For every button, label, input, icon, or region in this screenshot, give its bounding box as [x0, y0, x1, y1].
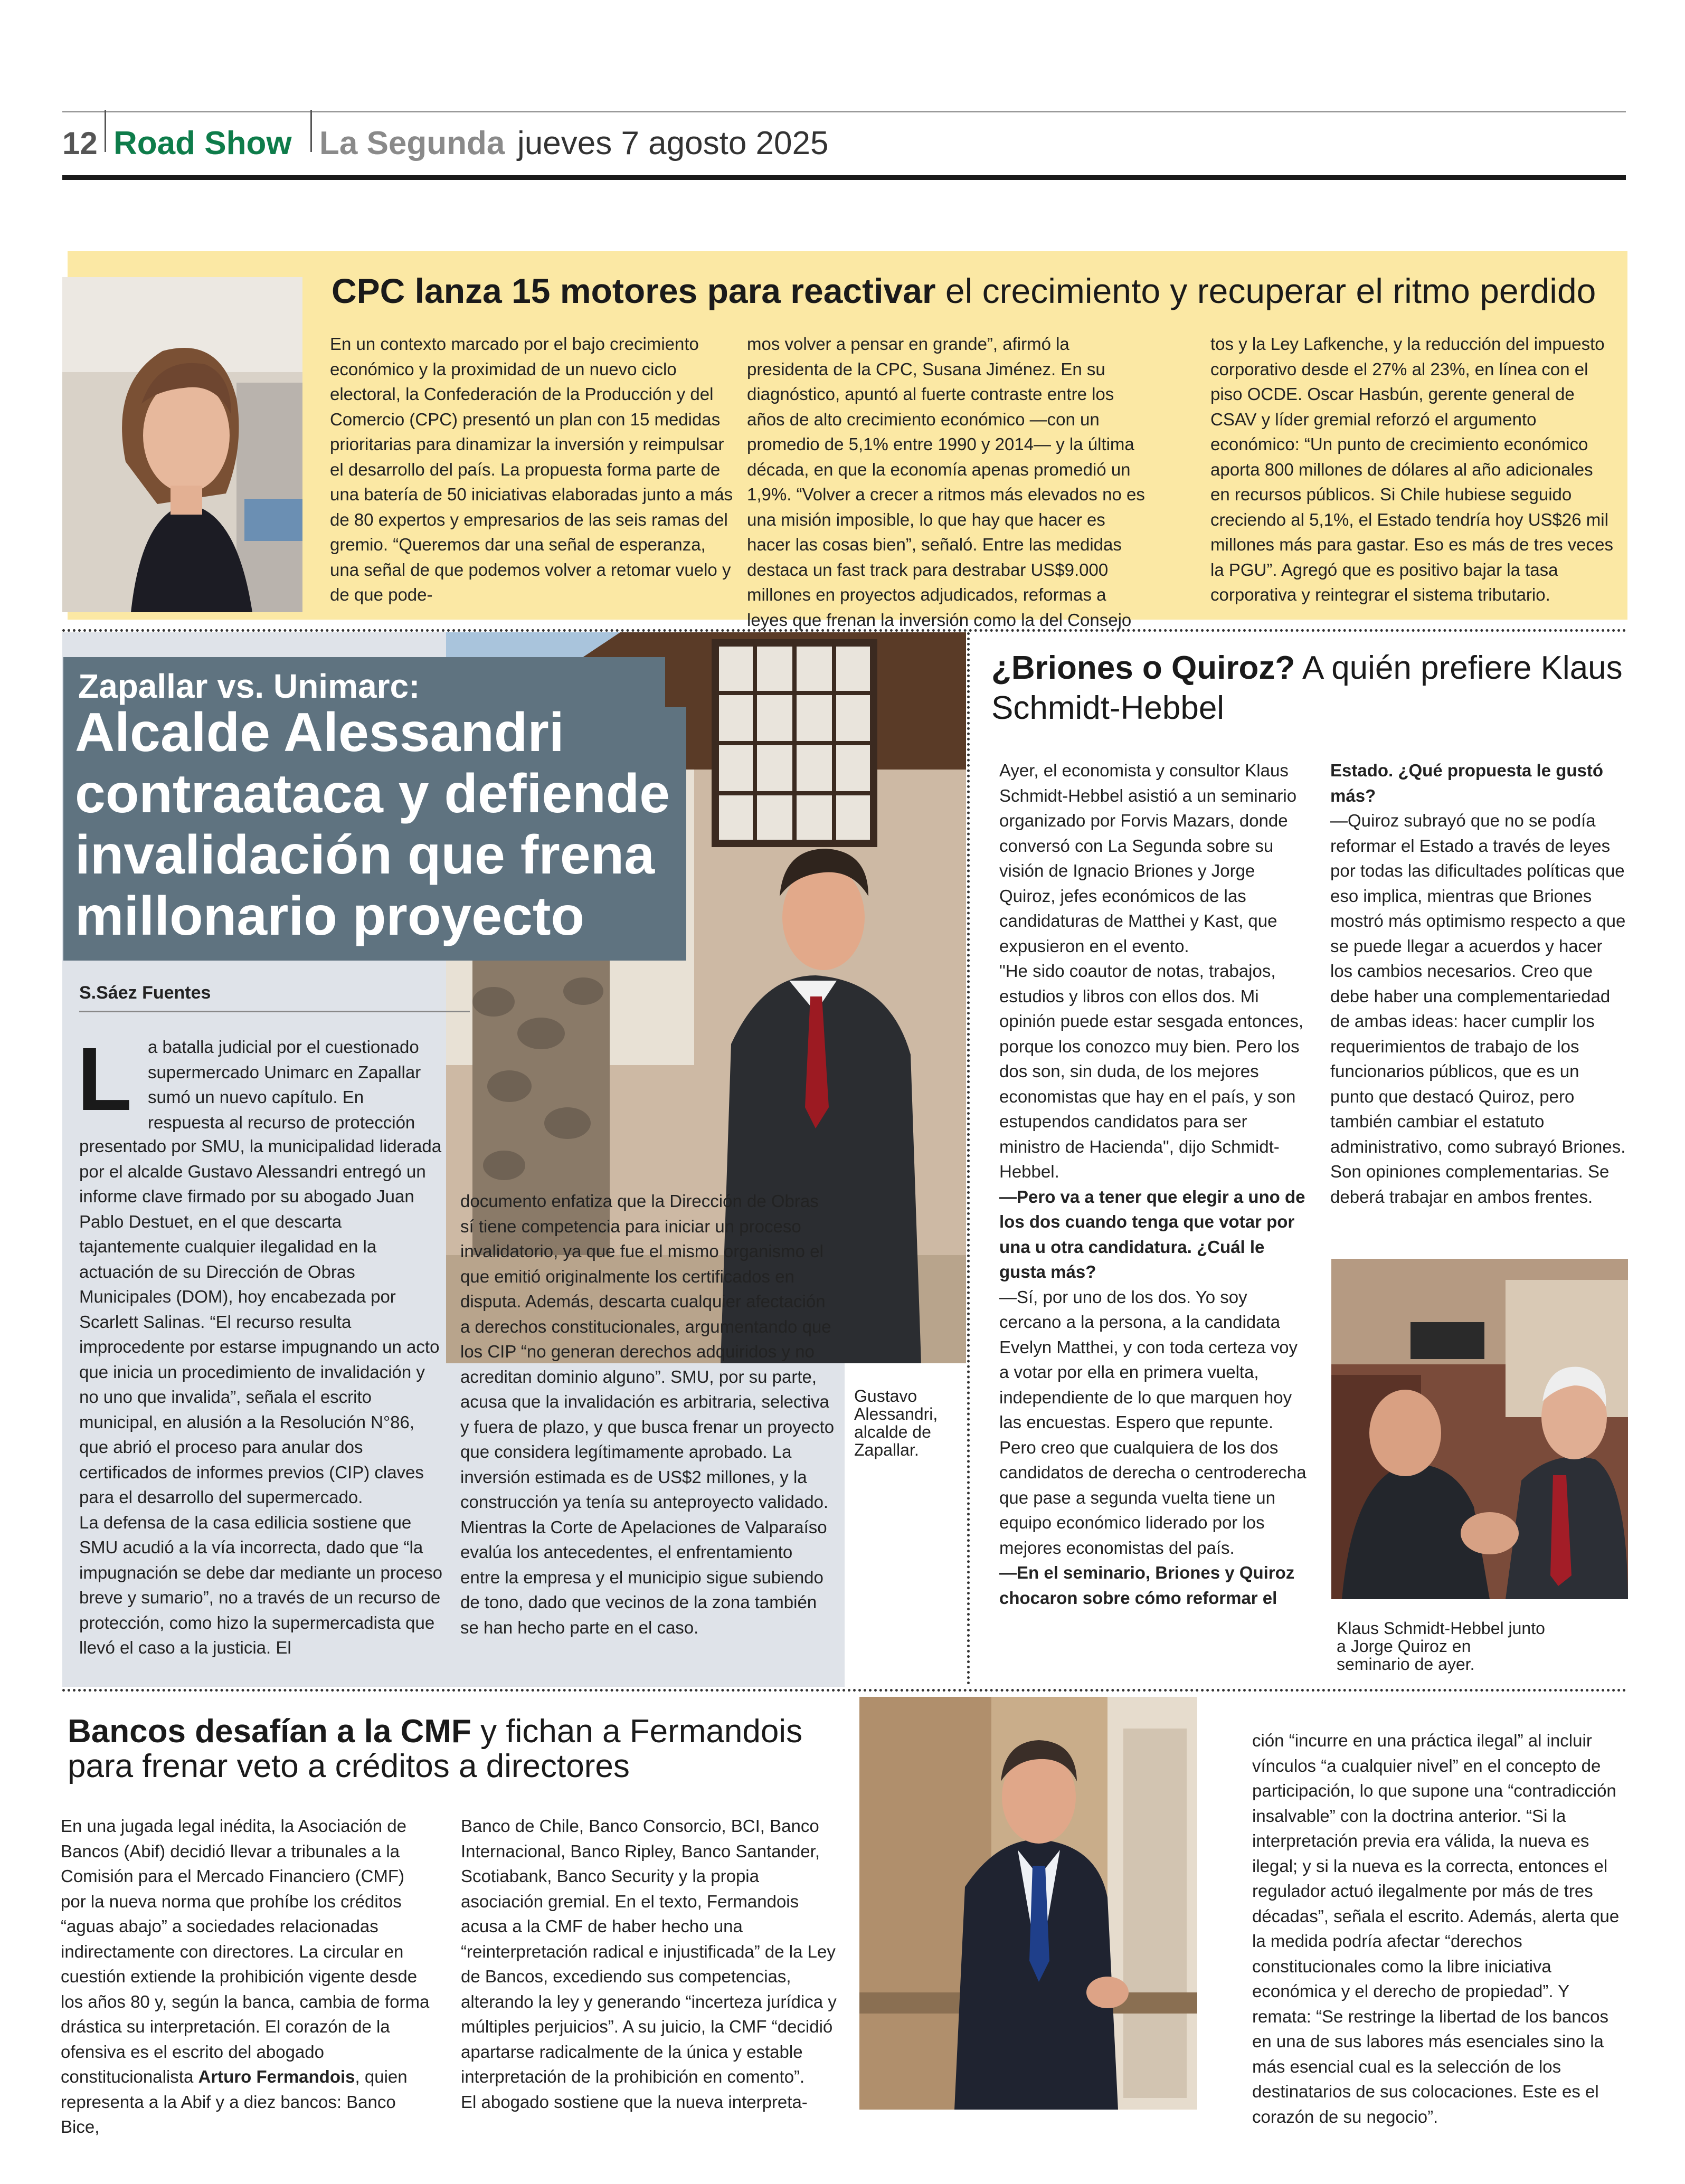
briones-question: —Pero va a tener que elegir a uno de los dos cuando tenga que votar por una u otra candidatura. ¿Cuál le gusta más?	[999, 1186, 1305, 1281]
photo-susana-jimenez	[62, 277, 302, 612]
bancos-headline-bold: Bancos desafían a la CMF	[68, 1713, 471, 1750]
bancos-text: , quien representa a la Abif y a diez bancos: Banco Bice,	[61, 2067, 408, 2136]
briones-column-2	[1330, 758, 1626, 1209]
byline-rule	[79, 1011, 470, 1012]
briones-paragraph: Ayer, el economista y consultor Klaus Schmidt-Hebbel asistió a un seminario organizado por Forvis Mazars, donde conversó con La Segunda sobre su visión de Ignacio Briones y Jorge Quiroz, jefes económicos de las candidaturas de Matthei y Kast, que expusieron en el evento.	[999, 761, 1297, 956]
section-name: Road Show	[113, 125, 292, 162]
zapallar-paragraph: presentado por SMU, la municipalidad liderada por el alcalde Gustavo Alessandri entregó un informe clave firmado por su abogado Juan Pablo Destuet, en el que descarta tajantemente cualquier ilegalidad en la actuación de su Dirección de Obras Municipales (DOM), hoy encabezada por Scarlett Salinas. “El recurso resulta improcedente por estarse impugnando un acto que inicia un procedimiento de invalidación y no uno que invalida”, señala el escrito municipal, en alusión a la Resolución N°86, que abrió el proceso para anular dos certificados de informes previos (CIP) claves para el desarrollo del supermercado.	[79, 1136, 442, 1507]
briones-headline-bold: ¿Briones o Quiroz?	[991, 650, 1295, 686]
zapallar-byline: S.Sáez Fuentes	[79, 983, 211, 1003]
briones-headline-rest: A quién prefiere Klaus Schmidt-Hebbel	[991, 650, 1623, 726]
masthead-bottom-rule	[62, 175, 1626, 180]
page-number: 12	[62, 126, 98, 161]
briones-answer: —Quiroz subrayó que no se podía reformar el Estado a través de leyes por todas las dificultades políticas que eso implica, mientras que Briones mostró más optimismo respecto a que se puede llegar a acuerdos y hacer los cambios necesarios. Creo que debe haber una complementariedad de ambas ideas: hacer cumplir los requerimientos de trabajo de los funcionarios públicos, que es un punto que destacó Quiroz, pero también cambiar el estatuto administrativo, como subrayó Briones. Son opiniones complementarias. Se deberá trabajar en ambos frentes.	[1330, 811, 1626, 1207]
newspaper-name: La Segunda	[319, 125, 505, 162]
zapallar-headline: Alcalde Alessandri contraataca y defiende invalidación que frena millonario proyecto	[75, 702, 670, 947]
zapallar-lead-text: a batalla judicial por el cuestionado supermercado Unimarc en Zapallar sumó un nuevo capítulo. En respuesta al recurso de protección	[148, 1037, 421, 1132]
briones-answer: —Sí, por uno de los dos. Yo soy cercano a la persona, a la candidata Evelyn Matthei, y con toda certeza voy a votar por ella en primera vuelta, independiente de lo que marquen hoy las encuestas. Espero que repunte. Pero creo que cualquiera de los dos candidatos de derecha o centroderecha que pase a segunda vuelta tiene un equipo económico liderado por los mejores economistas del país.	[999, 1287, 1307, 1558]
schmidt-hebbel-photo-caption: Klaus Schmidt-Hebbel junto a Jorge Quiroz en seminario de ayer.	[1337, 1619, 1545, 1674]
bancos-headline	[68, 1714, 859, 1784]
bancos-column-1	[61, 1813, 430, 2140]
bancos-text: En una jugada legal inédita, la Asociación de Bancos (Abif) decidió llevar a tribunales a la Comisión para el Mercado Financiero (CMF) por la nueva norma que prohíbe los créditos “aguas abajo” a sociedades relacionadas indirectamente con directores. La circular en cuestión extiende la prohibición vigente desde los años 80 y, según la banca, cambia de forma drástica su interpretación. El corazón de la ofensiva es el escrito del abogado constitucionalista	[61, 1816, 430, 2086]
bancos-paragraph: Banco de Chile, Banco Consorcio, BCI, Banco Internacional, Banco Ripley, Banco Santander, Scotiabank, Banco Security y la propia asociación gremial. En el texto, Fermandois acusa a la CMF de haber hecho una “reinterpretación radical e injustificada” de la Ley de Bancos, excediendo sus competencias, alterando la ley y generando “incerteza jurídica y múltiples perjuicios”. A su juicio, la CMF “decidió apartarse radicalmente de la única y estable interpretación de la prohibición en comento”.	[461, 1816, 837, 2086]
bancos-column-2	[461, 1813, 844, 2114]
bancos-paragraph: El abogado sostiene que la nueva interpreta-	[461, 2092, 808, 2112]
dotted-separator-vertical	[967, 632, 970, 1685]
dotted-separator	[62, 1689, 1627, 1692]
briones-headline	[991, 648, 1625, 728]
cpc-headline-rest: el crecimiento y recuperar el ritmo perdido	[945, 271, 1596, 310]
bancos-headline-line2: para frenar veto a créditos a directores	[68, 1748, 630, 1784]
fermandois-name: Arturo Fermandois	[198, 2067, 355, 2086]
cpc-column-3: tos y la Ley Lafkenche, y la reducción del impuesto corporativo desde el 27% al 23%, en línea con el piso OCDE. Oscar Hasbún, gerente general de CSAV y líder gremial reforzó el argumento económico: “Un punto de crecimiento económico aporta 800 millones de dólares al año adicionales en recursos públicos. Si Chile hubiese seguido creciendo al 5,1%, el Estado tendría hoy US$26 mil millones más para gastar. Eso es más de tres veces la PGU”. Agregó que es positivo bajar la tasa corporativa y reintegrar el sistema tributario.	[1210, 334, 1613, 604]
masthead-top-rule	[62, 111, 1626, 112]
briones-question: Estado. ¿Qué propuesta le gustó más?	[1330, 761, 1604, 805]
dotted-separator	[62, 629, 1627, 632]
masthead-divider	[105, 110, 106, 152]
cpc-headline	[332, 268, 1620, 314]
cpc-headline-bold: CPC lanza 15 motores para reactivar	[332, 271, 936, 310]
alessandri-photo-caption: Gustavo Alessandri, alcalde de Zapallar.	[854, 1387, 938, 1459]
briones-column-1	[999, 758, 1308, 1610]
briones-question: —En el seminario, Briones y Quiroz chocaron sobre cómo reformar el	[999, 1563, 1295, 1608]
cpc-column-2: mos volver a pensar en grande”, afirmó la presidenta de la CPC, Susana Jiménez. En su diagnóstico, apuntó al fuerte contraste entre los años de alto crecimiento económico —con un promedio de 5,1% entre 1990 y 2014— y la última década, en que la economía apenas promedió un 1,9%. “Volver a crecer a ritmos más elevados no es una misión imposible, lo que hay que hacer es hacer las cosas bien”, señaló. Entre las medidas destaca un fast track para destrabar US$9.000 millones en proyectos adjudicados, reformas a leyes que frenan la inversión como la del Consejo	[747, 334, 1145, 630]
drop-cap: L	[77, 1029, 132, 1129]
zapallar-column-1	[79, 1134, 443, 1660]
masthead-divider	[310, 110, 312, 152]
issue-date: jueves 7 agosto 2025	[517, 125, 829, 162]
zapallar-paragraph: La defensa de la casa edilicia sostiene que SMU acudió a la vía incorrecta, dado que “la impugnación se debe dar mediante un proceso breve y sumario”, no a través de un recurso de protección, como hizo la supermercadista que llevó el caso a la justicia. El	[79, 1512, 442, 1657]
cpc-column-1: En un contexto marcado por el bajo crecimiento económico y la proximidad de un nuevo ciclo electoral, la Confederación de la Producción y del Comercio (CPC) presentó un plan con 15 medidas prioritarias para dinamizar la inversión y reimpulsar el desarrollo del país. La propuesta forma parte de una batería de 50 iniciativas elaboradas junto a más de 80 expertos y empresarios de las seis ramas del gremio. “Queremos dar una señal de esperanza, una señal de que podemos volver a retomar vuelo y de que pode-	[330, 334, 733, 604]
briones-paragraph: "He sido coautor de notas, trabajos, estudios y libros con ellos dos. Mi opinión puede estar sesgada entonces, porque los conozco muy bien. Pero los dos son, sin duda, de los mejores economistas que hay en el país, y son estupendos candidatos para ser ministro de Hacienda", dijo Schmidt-Hebbel.	[999, 961, 1304, 1181]
zapallar-column-2: documento enfatiza que la Dirección de Obras sí tiene competencia para iniciar un proceso invalidatorio, ya que fue el mismo organismo el que emitió originalmente los certificados en disputa. Además, descarta cualquier afectación a derechos constitucionales, argumentando que los CIP “no generan derechos adquiridos y no acreditan dominio alguno”. SMU, por su parte, acusa que la invalidación es arbitraria, selectiva y fuera de plazo, y que busca frenar un proyecto que considera legítimamente aprobado. La inversión estimada es de US$2 millones, y la construcción ya tenía su anteproyecto validado. Mientras la Corte de Apelaciones de Valparaíso evalúa los antecedentes, el enfrentamiento entre la empresa y el municipio sigue subiendo de tono, dado que vecinos de la zona también se han hecho parte en el caso.	[460, 1191, 835, 1637]
bancos-headline-rest: y fichan a Fermandois	[480, 1713, 803, 1750]
photo-arturo-fermandois	[859, 1697, 1197, 2110]
photo-schmidt-hebbel-quiroz	[1331, 1259, 1628, 1599]
zapallar-kicker: Zapallar vs. Unimarc:	[78, 667, 420, 705]
bancos-column-3: ción “incurre en una práctica ilegal” al incluir vínculos “a cualquier nivel” en el concepto de participación, lo que supone una “contradicción insalvable” con la doctrina anterior. “Si la interpretación previa era válida, la nueva es ilegal; y si la nueva es la correcta, entonces el regulador actuó ilegalmente por más de tres décadas”, señala el escrito. Además, alerta que la medida podría afectar “derechos constitucionales como la libre iniciativa económica y el derecho de propiedad”. Y remata: “Se restringe la libertad de los bancos en una de sus labores más esenciales sino la más esencial cual es la selección de los destinatarios de sus colocaciones. Este es el corazón de su negocio”.	[1252, 1731, 1620, 2126]
